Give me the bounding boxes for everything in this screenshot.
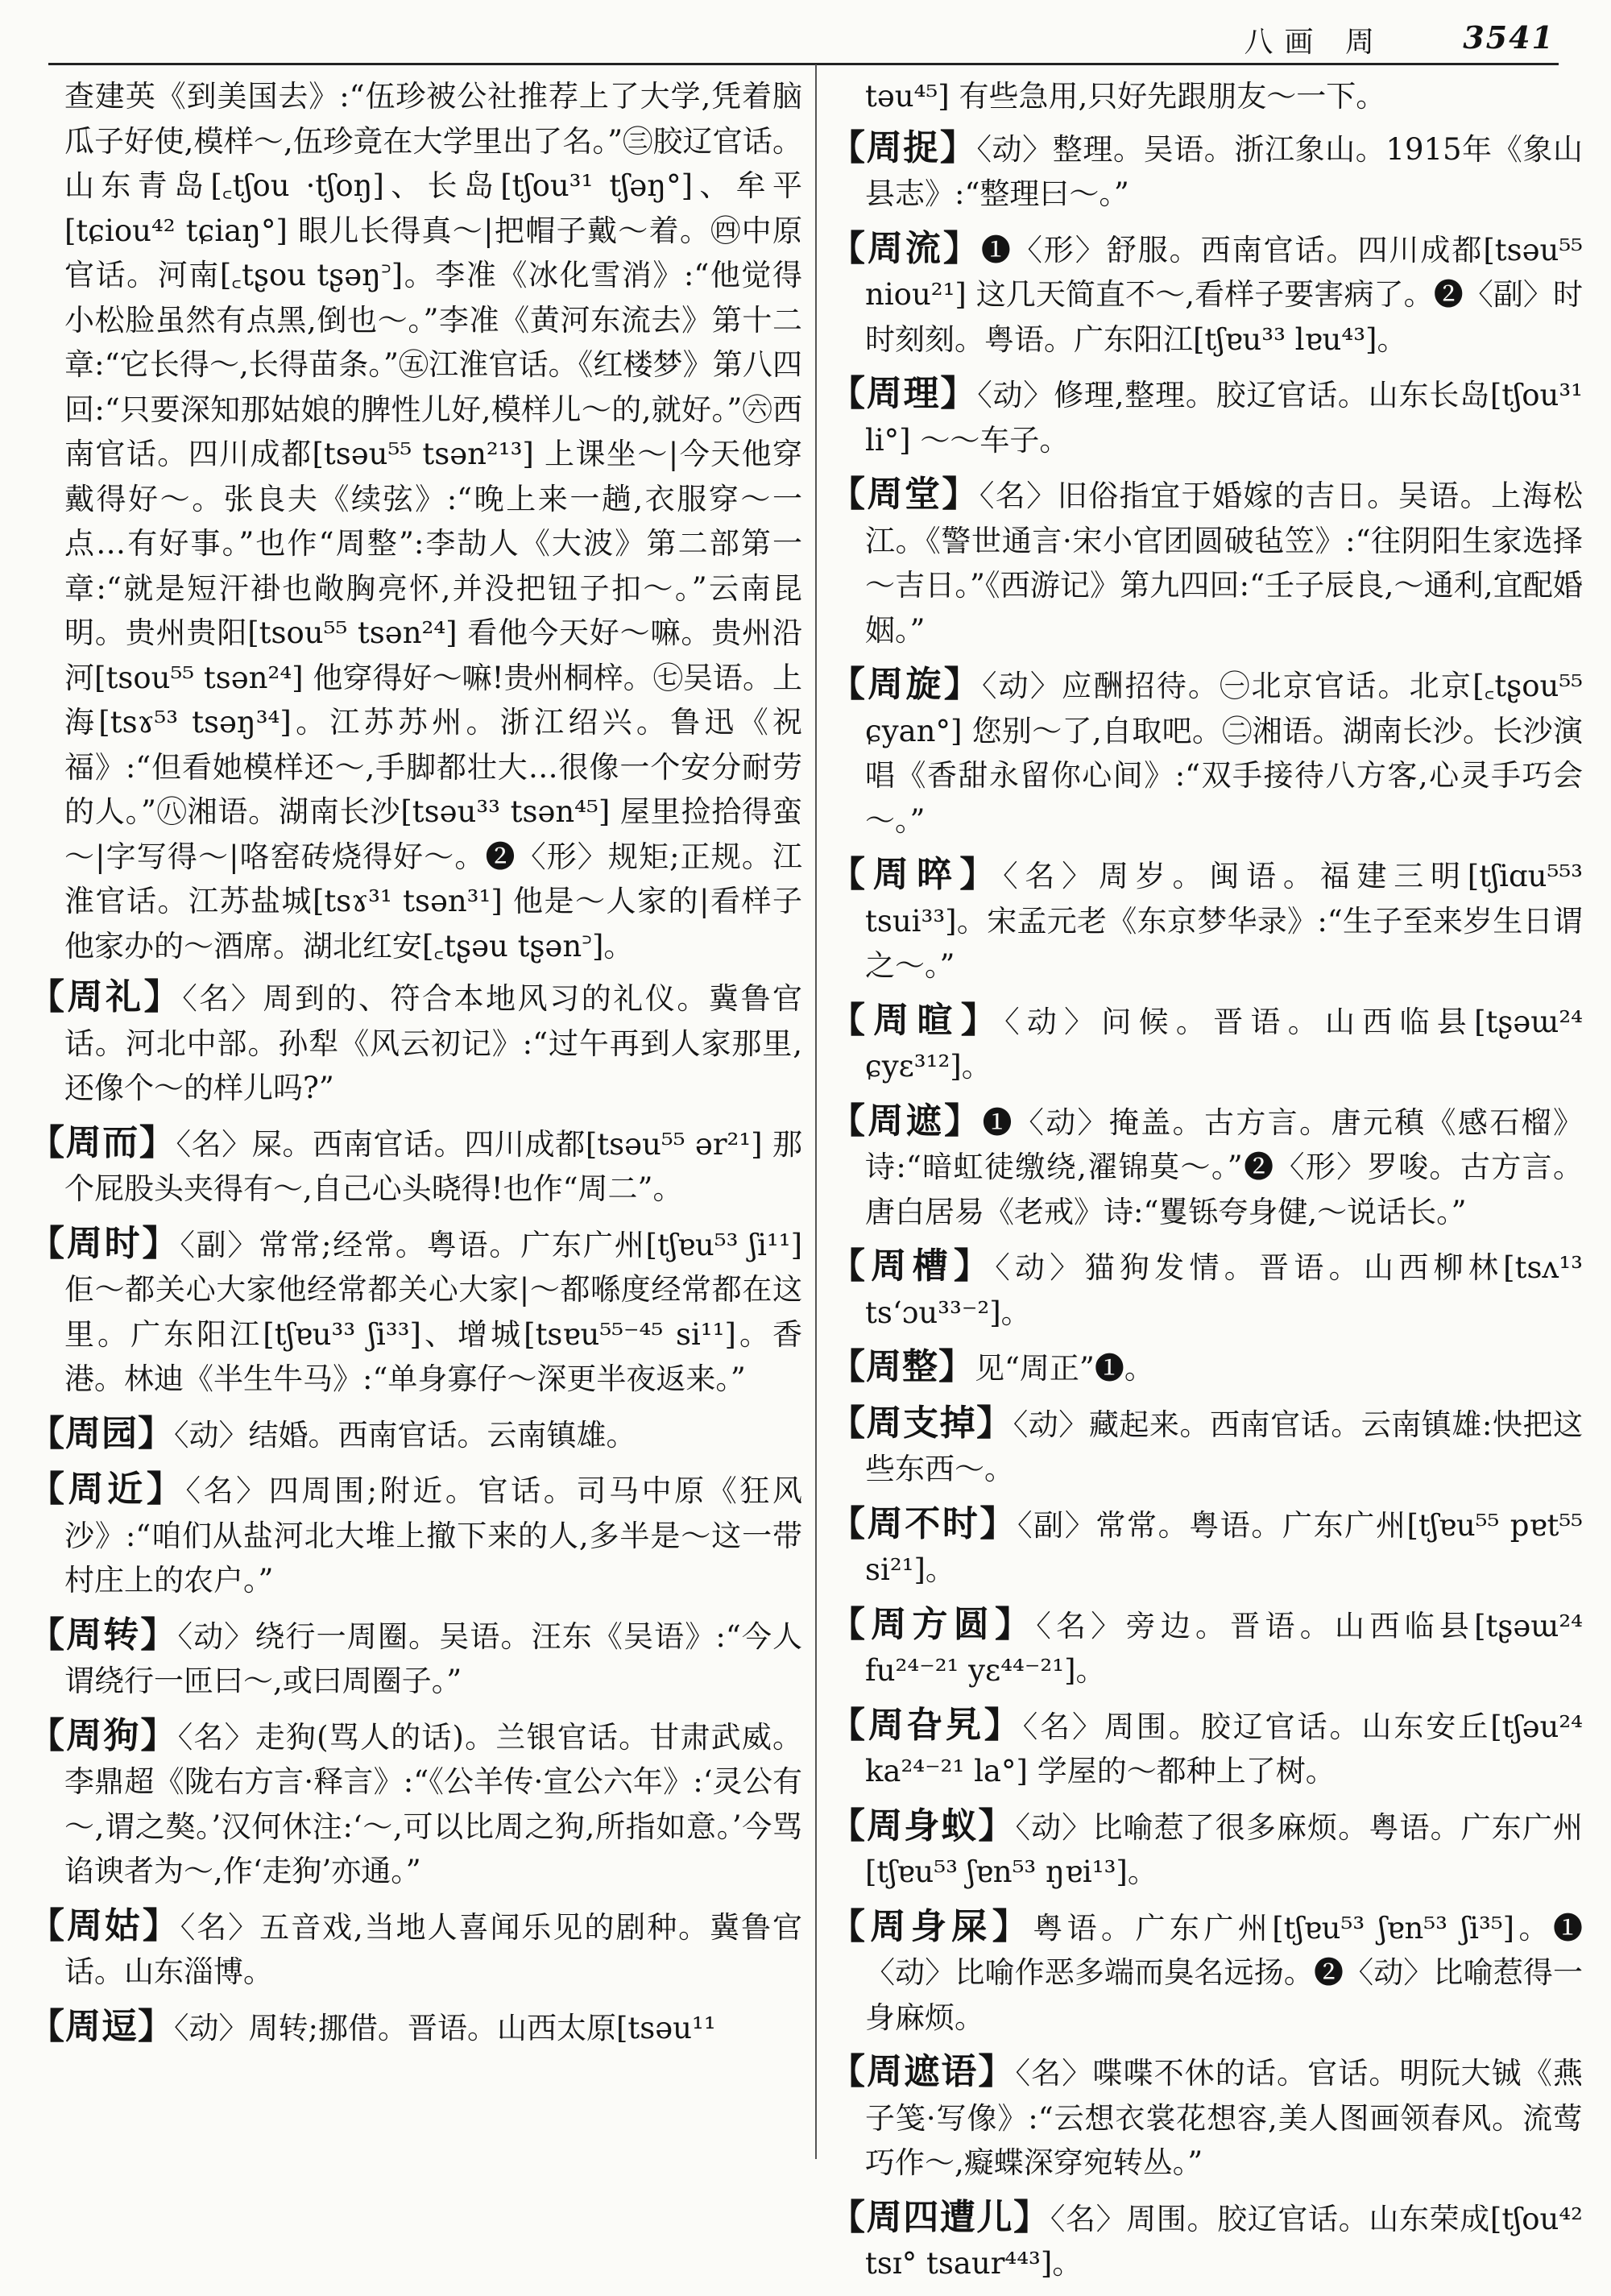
entry-headword: 【周遮语】	[830, 2051, 1016, 2092]
entry-definition: 〈名〉旁边。晋语。山西临县[tʂəɯ²⁴ fu²⁴⁻²¹ yɛ⁴⁴⁻²¹]。	[865, 1608, 1584, 1688]
entry-headword: 【周逗】	[29, 2005, 174, 2047]
dictionary-entry	[29, 1904, 802, 1995]
entry-headword: 【周堂】	[830, 474, 979, 515]
dictionary-entry	[29, 1467, 802, 1603]
dictionary-entry	[29, 1221, 802, 1402]
entry-headword: 【周园】	[29, 1412, 174, 1454]
entry-definition: 〈名〉五音戏,当地人喜闻乐见的剧种。冀鲁官话。山东淄博。	[64, 1909, 803, 1989]
entry-definition: 〈名〉喋喋不休的话。官话。明阮大铖《燕子笺·写像》:“云想衣裳花想容,美人图画领春风。流莺巧作～,癡蝶深穿宛转丛。”	[865, 2056, 1584, 2180]
entry-definition: 〈动〉藏起来。西南官话。云南镇雄:快把这些东西～。	[865, 1407, 1583, 1486]
entry-definition: 〈名〉屎。西南官话。四川成都[tsəu⁵⁵ ər²¹] 那个屁股头夹得有～,自己心头晓得!也作“周二”。	[64, 1126, 803, 1206]
dictionary-entry	[830, 662, 1583, 843]
dictionary-entry	[830, 1401, 1583, 1492]
dictionary-entry	[830, 998, 1583, 1089]
entry-headword: 【周狗】	[29, 1714, 178, 1756]
entry-headword: 【周转】	[29, 1614, 178, 1656]
dictionary-entry	[830, 1345, 1583, 1391]
entry-definition: 〈动〉整理。吴语。浙江象山。1915年《象山县志》:“整理曰～。”	[865, 131, 1584, 211]
dictionary-entry	[830, 472, 1583, 653]
entry-headword: 【周槽】	[830, 1245, 996, 1287]
entry-definition: 〈动〉绕行一周圈。吴语。汪东《吴语》:“今人谓绕行一匝曰～,或曰周圈子。”	[64, 1618, 803, 1698]
dictionary-entry	[830, 852, 1583, 988]
entry-headword: 【周身蚁】	[830, 1805, 1016, 1846]
dictionary-entry	[29, 1121, 802, 1212]
dictionary-entry	[830, 126, 1583, 217]
entry-definition: 〈动〉结婚。西南官话。云南镇雄。	[174, 1417, 636, 1453]
header-rule	[48, 63, 1559, 65]
dictionary-entry	[830, 1804, 1583, 1895]
page-number: 3541	[1463, 19, 1555, 56]
entry-definition: 见“周正”❶。	[975, 1351, 1154, 1386]
entry-headword: 【周支掉】	[830, 1402, 1013, 1444]
right-entry-list	[830, 126, 1583, 2286]
entry-headword: 【周暄】	[830, 999, 1005, 1041]
entry-continuation: təu⁴⁵] 有些急用,只好先跟朋友～一下。	[865, 79, 1386, 114]
entry-headword: 【周流】	[830, 227, 981, 269]
column-divider	[815, 64, 817, 2159]
entry-definition: 〈动〉比喻惹了很多麻烦。粤语。广东广州[tʃɐu⁵³ ʃɐn⁵³ ŋɐi¹³]。	[865, 1809, 1584, 1889]
entry-headword: 【周捉】	[830, 126, 977, 168]
entry-headword: 【周方圆】	[830, 1603, 1037, 1645]
dictionary-entry	[29, 1411, 802, 1458]
dictionary-entry	[830, 1099, 1583, 1235]
section-label: 八画 周	[1244, 26, 1385, 59]
entry-definition: 〈动〉问候。晋语。山西临县[tʂəɯ²⁴ ɕyɛ³¹²]。	[865, 1004, 1584, 1084]
left-entry-list	[29, 975, 802, 2050]
dictionary-entry	[29, 1613, 802, 1704]
entry-headword: 【周身屎】	[830, 1905, 1033, 1947]
entry-definition: 〈副〉常常。粤语。广东广州[tʃɐu⁵⁵ pɐt⁵⁵ si²¹]。	[865, 1507, 1583, 1587]
entry-continuation: 查建英《到美国去》:“伍珍被公社推荐上了大学,凭着脑瓜子好使,模样～,伍珍竟在大学里出了名。”㊂胶辽官话。山东青岛[꜀tʃou ·tʃoŋ]、长岛[tʃou³¹ tʃəŋ°]、牟平[tɕiou⁴² tɕiaŋ°] 眼儿长得真～|把帽子戴～着。㊃中原官话。河南[꜀tʂou tʂəŋ꜄]。李准《冰化雪消》:“他觉得小松脸虽然有点黑,倒也～。”李准《黄河东流去》第十二章:“它长得～,长得苗条。”㊄江淮官话。《红楼梦》第八四回:“只要深知那姑娘的脾性儿好,模样儿～的,就好。”㊅西南官话。四川成都[tsəu⁵⁵ tsən²¹³] 上课坐～|今天他穿戴得好～。张良夫《续弦》:“晚上来一趟,衣服穿～一点…有好事。”也作“周整”:李劼人《大波》第二部第一章:“就是短汗褂也敞胸亮怀,并没把钮子扣～。”云南昆明。贵州贵阳[tsou⁵⁵ tsən²⁴] 看他今天好～嘛。贵州沿河[tsou⁵⁵ tsən²⁴] 他穿得好～嘛!贵州桐梓。㊆吴语。上海[tsɤ⁵³ tsəŋ³⁴]。江苏苏州。浙江绍兴。鲁迅《祝福》:“但看她模样还～,手脚都壮大…很像一个安分耐劳的人。”㊇湘语。湖南长沙[tsəu³³ tsən⁴⁵] 屋里捡拾得蛮～|字写得～|咯窑砖烧得好～。❷〈形〉规矩;正规。江淮官话。江苏盐城[tsɤ³¹ tsən³¹] 他是～人家的|看样子他家办的～酒席。湖北红安[꜀tʂəu tʂən꜄]。	[64, 79, 802, 964]
entry-definition: 〈副〉常常;经常。粤语。广东广州[tʃɐu⁵³ ʃi¹¹] 佢～都关心大家他经常都关心大家|～都喺度经常都在这里。广东阳江[tʃɐu³³ ʃi³³]、增城[tsɐu⁵⁵⁻⁴⁵ si¹¹]。香港。林迪《半生牛马》:“单身寡仔～深更半夜返来。”	[64, 1227, 802, 1396]
entry-headword: 【周遮】	[830, 1100, 983, 1142]
entry-headword: 【周礼】	[29, 976, 183, 1017]
entry-definition: 〈名〉周围。胶辽官话。山东荣成[tʃou⁴² tsɪ° tsaur⁴⁴³]。	[865, 2201, 1583, 2281]
entry-headword: 【周不时】	[830, 1502, 1018, 1544]
entry-definition: 〈名〉周围。胶辽官话。山东安丘[tʃəu²⁴ ka²⁴⁻²¹ la°] 学屋的～都种上了树。	[865, 1709, 1583, 1788]
dictionary-entry	[830, 1244, 1583, 1335]
entry-definition: 〈名〉周岁。闽语。福建三明[tʃiɑu⁵⁵³ tsui³³]。宋孟元老《东京梦华录》:“生子至来岁生日谓之～。”	[865, 859, 1584, 983]
entry-definition: 〈名〉周到的、符合本地风习的礼仪。冀鲁官话。河北中部。孙犁《风云初记》:“过午再到人家那里,还像个～的样儿吗?”	[64, 981, 803, 1105]
entry-definition: 〈动〉猫狗发情。晋语。山西柳林[tsʌ¹³ tsʻɔu³³⁻²]。	[865, 1250, 1583, 1330]
dictionary-entry	[830, 1602, 1583, 1693]
dictionary-entry	[29, 975, 802, 1111]
entry-headword: 【周时】	[29, 1222, 180, 1264]
entry-headword: 【周晬】	[830, 854, 1004, 895]
left-column	[29, 74, 802, 2060]
dictionary-entry	[830, 226, 1583, 363]
entry-headword: 【周姑】	[29, 1904, 180, 1946]
dictionary-entry	[830, 371, 1583, 462]
dictionary-entry	[830, 2049, 1583, 2186]
entry-definition: 〈动〉修理,整理。胶辽官话。山东长岛[tʃou³¹ li°] ～～车子。	[865, 378, 1583, 458]
entry-headword: 【周整】	[830, 1346, 975, 1387]
entry-headword: 【周近】	[29, 1469, 186, 1510]
dictionary-entry	[830, 1502, 1583, 1593]
entry-headword: 【周四遭儿】	[830, 2196, 1050, 2238]
entry-definition: 粤语。广东广州[tʃɐu⁵³ ʃɐn⁵³ ʃi³⁵]。❶〈动〉比喻作恶多端而臭名远扬。❷〈动〉比喻惹得一身麻烦。	[865, 1910, 1583, 2035]
entry-definition: 〈动〉周转;挪借。晋语。山西太原[tsəu¹¹	[174, 2010, 716, 2045]
entry-definition: ❶〈形〉舒服。西南官话。四川成都[tsəu⁵⁵ niou²¹] 这几天简直不～,看样子要害病了。❷〈副〉时时刻刻。粤语。广东阳江[tʃɐu³³ lɐu⁴³]。	[865, 232, 1584, 357]
entry-headword: 【周旋】	[830, 664, 982, 705]
entry-headword: 【周旮旯】	[830, 1704, 1023, 1746]
dictionary-entry	[29, 2004, 802, 2051]
entry-definition: 〈动〉应酬招待。㊀北京官话。北京[꜀tʂou⁵⁵ ɕyan°] 您别～了,自取吧。㊁湘语。湖南长沙。长沙演唱《香甜永留你心间》:“双手接待八方客,心灵手巧会～。”	[865, 669, 1584, 838]
entry-definition: ❶〈动〉掩盖。古方言。唐元稹《感石榴》诗:“暗虹徒缴绕,濯锦莫～。”❷〈形〉罗唆。古方言。唐白居易《老戒》诗:“矍铄夸身健,～说话长。”	[865, 1104, 1584, 1229]
right-column	[830, 74, 1583, 2296]
dictionary-entry	[830, 1904, 1583, 2041]
entry-definition: 〈名〉走狗(骂人的话)。兰银官话。甘肃武威。李鼎超《陇右方言·释言》:“《公羊传·宣公六年》:‘灵公有～,谓之獒。’汉何休注:‘～,可以比周之狗,所指如意。’今骂谄谀者为～,作‘走狗’亦通。”	[64, 1719, 803, 1888]
dictionary-entry	[29, 1714, 802, 1894]
dictionary-entry	[830, 1703, 1583, 1794]
entry-headword: 【周理】	[830, 373, 978, 414]
dictionary-entry	[830, 2195, 1583, 2286]
entry-headword: 【周而】	[29, 1121, 176, 1163]
page-header	[48, 16, 1555, 63]
entry-definition: 〈名〉旧俗指宜于婚嫁的吉日。吴语。上海松江。《警世通言·宋小官团圆破毡笠》:“往阴阳生家选择～吉日。”《西游记》第九四回:“壬子辰良,～通利,宜配婚姻。”	[865, 479, 1584, 648]
entry-definition: 〈名〉四周围;附近。官话。司马中原《狂风沙》:“咱们从盐河北大堆上撤下来的人,多半是～这一带村庄上的农户。”	[64, 1473, 803, 1598]
